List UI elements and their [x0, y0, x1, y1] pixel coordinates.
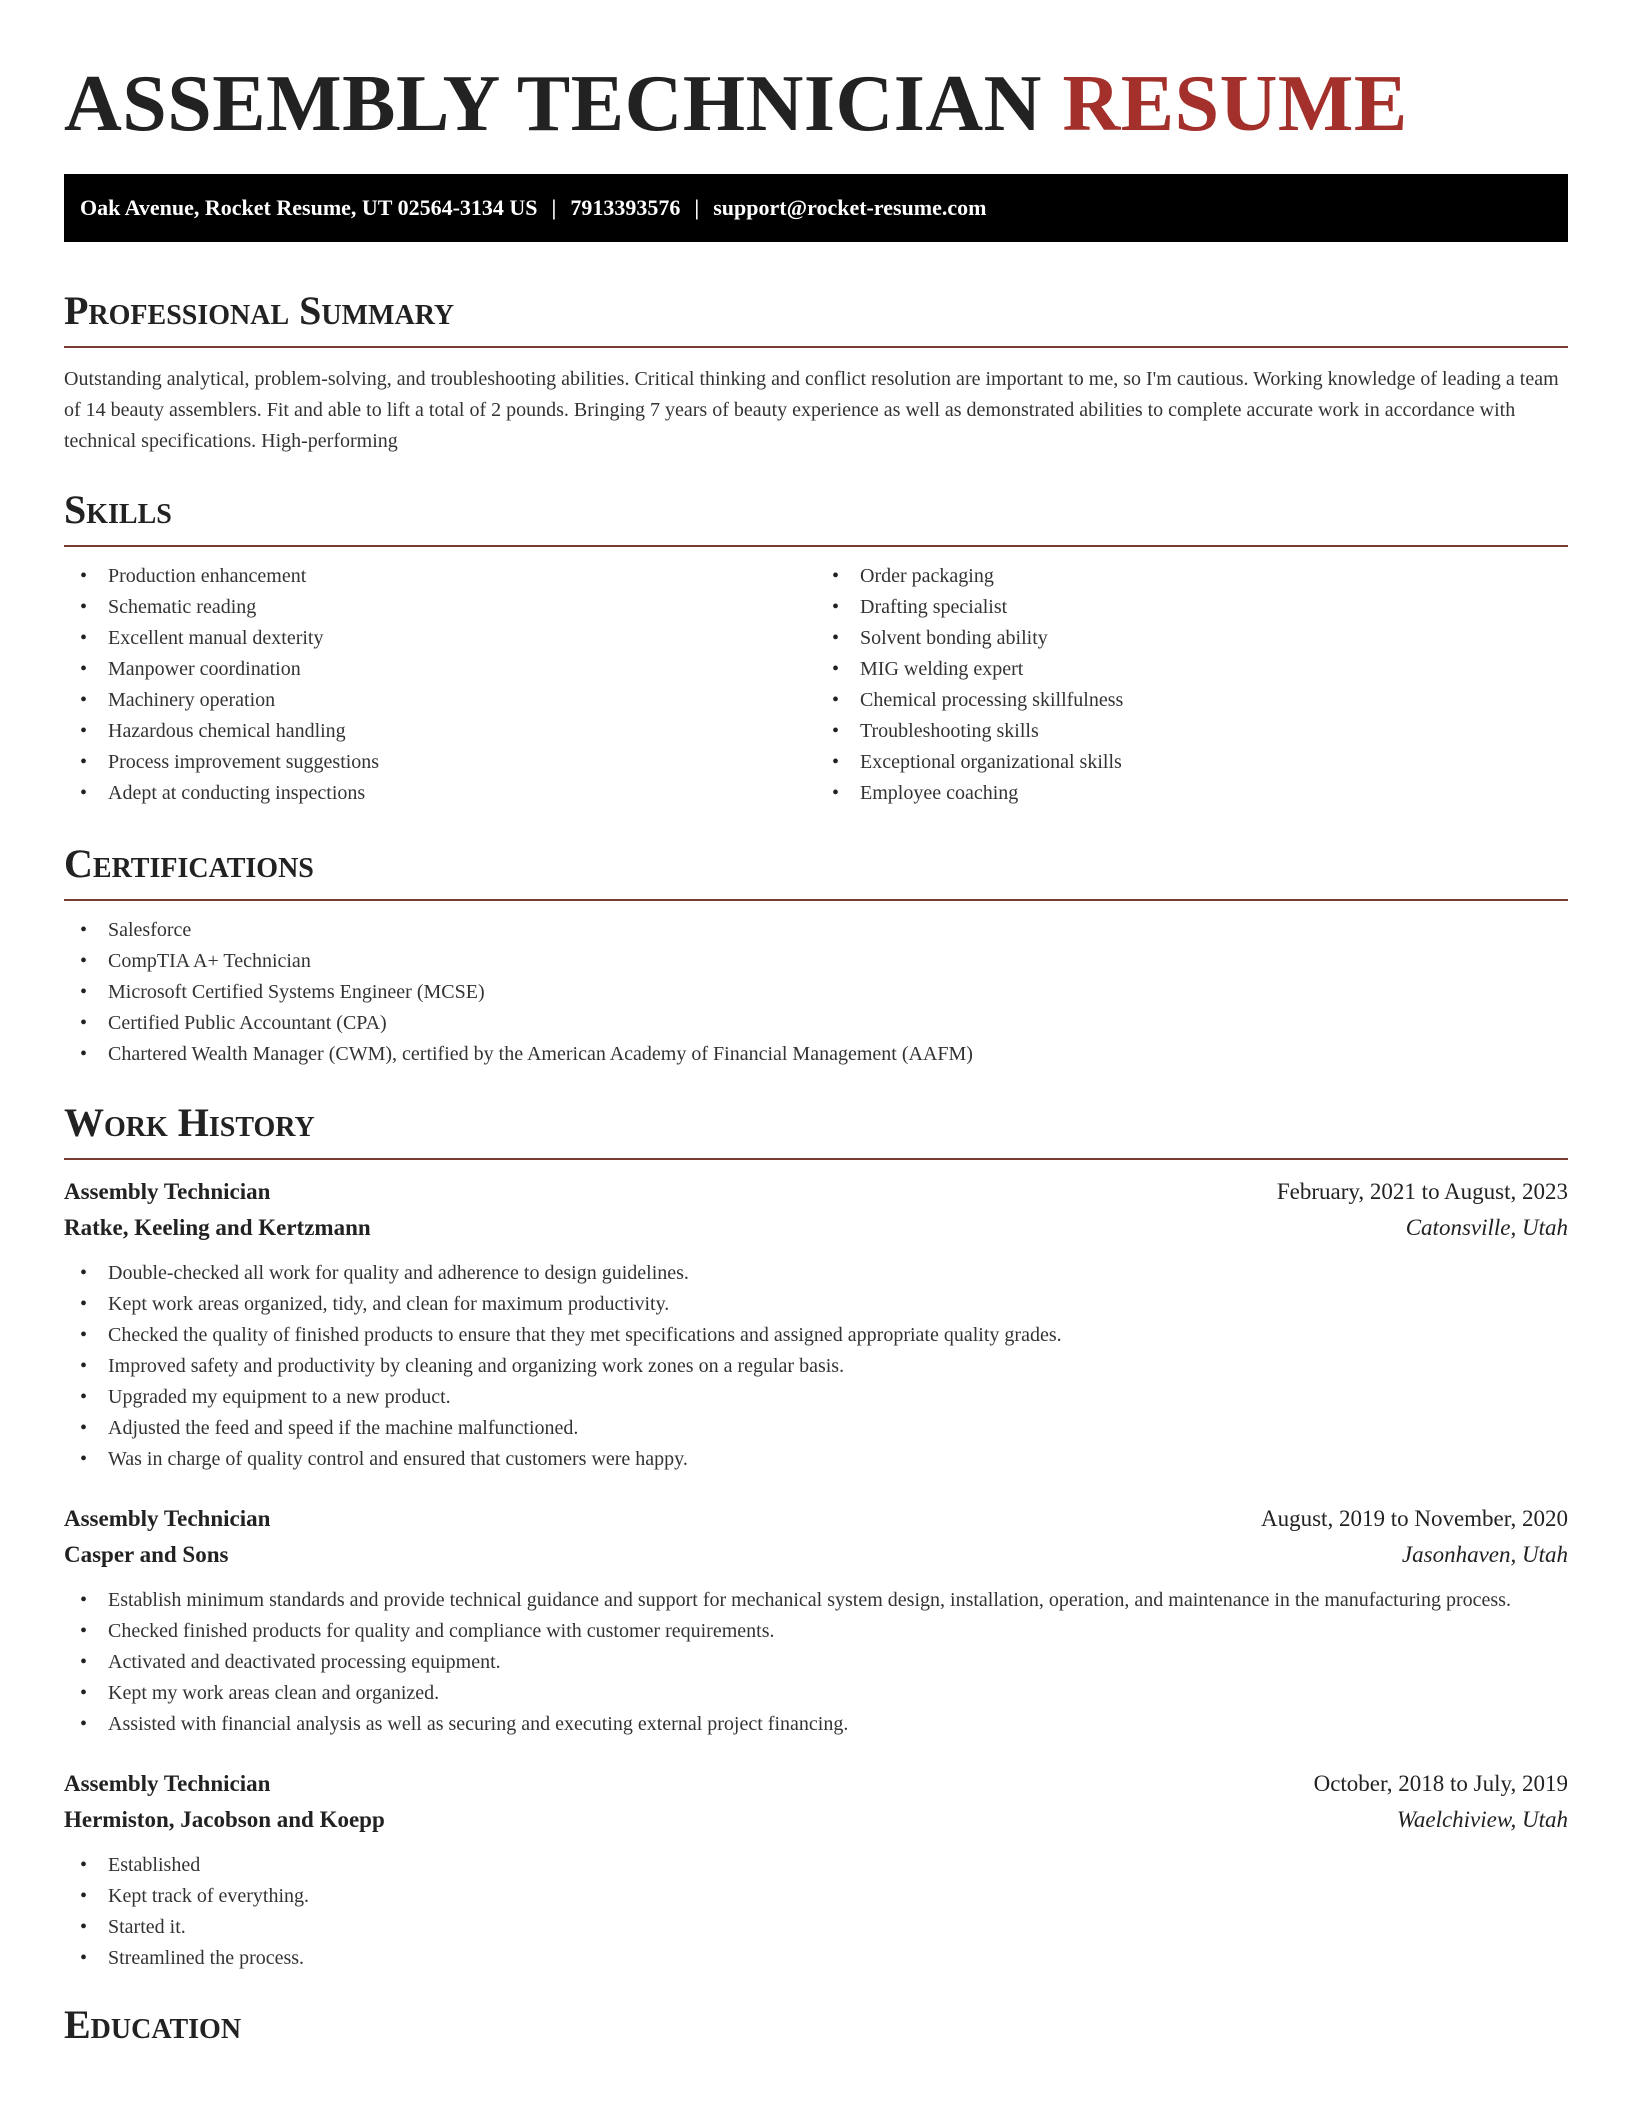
- contact-phone: 7913393576: [570, 195, 681, 220]
- job-duty: • Was in charge of quality control and ensured that customers were happy.: [64, 1444, 1568, 1475]
- job-duty: • Improved safety and productivity by cleaning and organizing work zones on a regular basis.: [64, 1351, 1568, 1382]
- skill-item: • Process improvement suggestions: [64, 747, 816, 778]
- job-duty: • Assisted with financial analysis as well as securing and executing external project financing.: [64, 1709, 1568, 1740]
- section-heading-certifications: Certifications: [64, 841, 314, 886]
- job-duty: • Streamlined the process.: [64, 1943, 1568, 1974]
- certification-item: • Microsoft Certified Systems Engineer (MCSE): [64, 977, 1568, 1008]
- job-duty: • Established: [64, 1850, 1568, 1881]
- job-duty: • Upgraded my equipment to a new product.: [64, 1382, 1568, 1413]
- skills-column-right: [816, 561, 1568, 809]
- skill-item: • Troubleshooting skills: [816, 716, 1568, 747]
- contact-address: Oak Avenue, Rocket Resume, UT 02564-3134 US: [80, 195, 538, 220]
- job-duty: • Checked the quality of finished products to ensure that they met specifications and assigned appropriate quality grades.: [64, 1320, 1568, 1351]
- contact-bar: [64, 174, 1568, 242]
- job-title: Assembly Technician: [64, 1179, 271, 1204]
- section-divider: [64, 545, 1568, 547]
- resume-page: [64, 0, 1568, 2050]
- skill-item: • Adept at conducting inspections: [64, 778, 816, 809]
- title-main: ASSEMBLY TECHNICIAN: [64, 60, 1042, 148]
- skill-item: • Solvent bonding ability: [816, 623, 1568, 654]
- job-dates: August, 2019 to November, 2020: [1261, 1506, 1568, 1531]
- job-duty: • Adjusted the feed and speed if the machine malfunctioned.: [64, 1413, 1568, 1444]
- skill-item: • Schematic reading: [64, 592, 816, 623]
- job-duties-list: [64, 1585, 1568, 1740]
- resume-title: [64, 0, 1568, 150]
- summary-section: [64, 286, 1568, 457]
- job-header: [64, 1174, 1568, 1210]
- section-heading-education: Education: [64, 2002, 242, 2047]
- skill-item: • Excellent manual dexterity: [64, 623, 816, 654]
- skills-columns: [64, 561, 1568, 809]
- contact-separator: |: [551, 195, 557, 220]
- job-header: [64, 1766, 1568, 1802]
- job-entry: [64, 1501, 1568, 1740]
- education-section: [64, 2000, 1568, 2050]
- section-heading-work-history: Work History: [64, 1100, 315, 1145]
- work-history-section: [64, 1098, 1568, 1974]
- skill-item: • Machinery operation: [64, 685, 816, 716]
- certifications-list: [64, 915, 1568, 1070]
- job-duty: • Establish minimum standards and provide technical guidance and support for mechanical system design, installation, operation, and maintenance in the manufacturing process.: [64, 1585, 1568, 1616]
- job-company: Ratke, Keeling and Kertzmann: [64, 1215, 371, 1240]
- certification-item: • Salesforce: [64, 915, 1568, 946]
- job-duty: • Kept track of everything.: [64, 1881, 1568, 1912]
- job-duties-list: [64, 1258, 1568, 1475]
- section-heading-skills: Skills: [64, 487, 172, 532]
- skill-item: • Employee coaching: [816, 778, 1568, 809]
- job-dates: October, 2018 to July, 2019: [1313, 1771, 1568, 1796]
- job-entry: [64, 1766, 1568, 1974]
- summary-text: Outstanding analytical, problem-solving, and troubleshooting abilities. Critical thinking and conflict resolution are important to me, so I'm cautious. Working knowledge of leading a team of 14 beauty assemblers. Fit and able to lift a total of 2 pounds. Bringing 7 years of beauty experience as well as demonstrated abilities to complete accurate work in accordance with technical specifications. High-performing: [64, 368, 1559, 452]
- skills-section: [64, 485, 1568, 809]
- certification-item: • Certified Public Accountant (CPA): [64, 1008, 1568, 1039]
- certification-item: • CompTIA A+ Technician: [64, 946, 1568, 977]
- job-subheader: [64, 1537, 1568, 1573]
- job-location: Waelchiview, Utah: [1396, 1807, 1568, 1832]
- skills-list-right: [816, 561, 1568, 809]
- job-header: [64, 1501, 1568, 1537]
- job-title: Assembly Technician: [64, 1771, 271, 1796]
- skill-item: • Exceptional organizational skills: [816, 747, 1568, 778]
- job-duties-list: [64, 1850, 1568, 1974]
- job-duty: • Checked finished products for quality and compliance with customer requirements.: [64, 1616, 1568, 1647]
- certification-item: • Chartered Wealth Manager (CWM), certified by the American Academy of Financial Management (AAFM): [64, 1039, 1568, 1070]
- job-company: Hermiston, Jacobson and Koepp: [64, 1807, 385, 1832]
- contact-separator: |: [694, 195, 700, 220]
- job-location: Catonsville, Utah: [1405, 1215, 1568, 1240]
- skill-item: • Order packaging: [816, 561, 1568, 592]
- job-subheader: [64, 1802, 1568, 1838]
- job-duty: • Started it.: [64, 1912, 1568, 1943]
- contact-email: support@rocket-resume.com: [713, 195, 987, 220]
- job-title: Assembly Technician: [64, 1506, 271, 1531]
- section-divider: [64, 1158, 1568, 1160]
- certifications-section: [64, 839, 1568, 1070]
- skill-item: • Manpower coordination: [64, 654, 816, 685]
- job-duty: • Double-checked all work for quality and adherence to design guidelines.: [64, 1258, 1568, 1289]
- skill-item: • Drafting specialist: [816, 592, 1568, 623]
- skill-item: • Hazardous chemical handling: [64, 716, 816, 747]
- job-location: Jasonhaven, Utah: [1401, 1542, 1568, 1567]
- job-duty: • Kept my work areas clean and organized.: [64, 1678, 1568, 1709]
- skill-item: • Chemical processing skillfulness: [816, 685, 1568, 716]
- skill-item: • MIG welding expert: [816, 654, 1568, 685]
- section-heading-summary: Professional Summary: [64, 288, 455, 333]
- job-company: Casper and Sons: [64, 1542, 229, 1567]
- skills-list-left: [64, 561, 816, 809]
- title-accent: RESUME: [1062, 60, 1408, 148]
- job-duty: • Kept work areas organized, tidy, and clean for maximum productivity.: [64, 1289, 1568, 1320]
- job-duty: • Activated and deactivated processing equipment.: [64, 1647, 1568, 1678]
- skill-item: • Production enhancement: [64, 561, 816, 592]
- job-dates: February, 2021 to August, 2023: [1276, 1179, 1568, 1204]
- skills-column-left: [64, 561, 816, 809]
- job-entry: [64, 1174, 1568, 1475]
- section-divider: [64, 346, 1568, 348]
- section-divider: [64, 899, 1568, 901]
- job-subheader: [64, 1210, 1568, 1246]
